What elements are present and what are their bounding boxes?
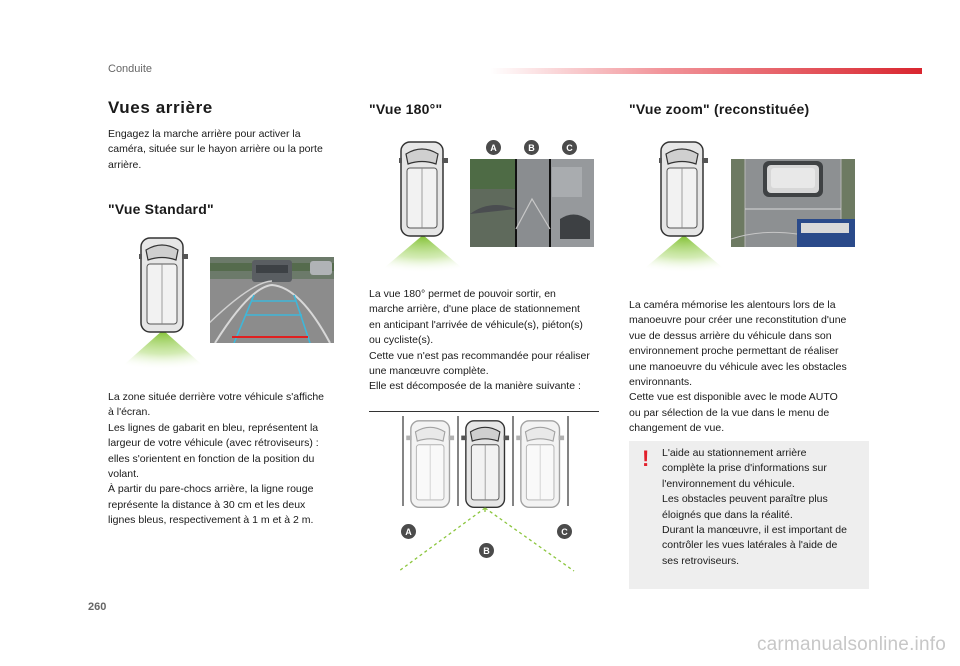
header-accent-bar (490, 68, 922, 74)
diagram-divider (369, 411, 599, 412)
page-title: Vues arrière (108, 98, 213, 117)
camera-field-cone (378, 235, 468, 273)
zoom-view-text: La caméra mémorise les alentours lors de la manoeuvre pour créer une reconstitution d'une vue de dessus arrière du véhicule dans son environnement proche permettant de réaliser une manoeuvre du véhicule avec les obstacles environnants. Cette vue est disponible avec le mode AUTO ou par sélection de la vue dans le menu de changement de vue. (629, 299, 847, 435)
view-180-camera-image (470, 159, 594, 247)
badge-b: B (524, 140, 539, 155)
exclamation-icon: ! (642, 446, 650, 471)
diagram-badge-b: B (479, 543, 494, 558)
diagram-badge-c: C (557, 524, 572, 539)
warning-text: L'aide au stationnement arrière complète la prise d'informations sur l'environnement du véhicule. Les obstacles peuvent paraître plus éloignés que dans la réalité. Durant la manœuvre, il est important de contrôler les vues latérales à l'aide de ses retroviseurs. (662, 447, 847, 567)
intro-text: Engagez la marche arrière pour activer la caméra, située sur le hayon arrière ou la porte arrière. (108, 128, 323, 171)
vehicle-top-view-icon (399, 140, 449, 240)
diagram-badge-a: A (401, 524, 416, 539)
view-180-text: La vue 180° permet de pouvoir sortir, en marche arrière, d'une place de stationnement en anticipant l'arrivée de véhicule(s), piéton(s) ou cycliste(s). Cette vue n'est pas recommandée pour réaliser une manœuvre complète. Elle est décomposée de la manière suivante : (369, 288, 590, 393)
badge-a: A (486, 140, 501, 155)
vehicle-top-view-icon (139, 236, 189, 336)
watermark: carmanualsonline.info (756, 634, 946, 655)
badge-c: C (562, 140, 577, 155)
camera-field-cone (118, 330, 208, 370)
view-180-title: "Vue 180°" (369, 101, 443, 117)
vehicle-top-view-icon (659, 140, 709, 240)
standard-view-title: "Vue Standard" (108, 201, 214, 217)
section-label: Conduite (108, 63, 153, 75)
standard-view-text: La zone située derrière votre véhicule s'affiche à l'écran. Les lignes de gabarit en bleu, représentent la largeur de votre véhicule (avec rétroviseurs) : elles s'orientent en fonction de la position du volant. À partir du pare-chocs arrière, la ligne rouge représente la distance à 30 cm et les deux lignes bleus, respectivement à 1 m et à 2 m. (108, 391, 325, 527)
zoom-camera-image (731, 159, 855, 247)
zoom-view-title: "Vue zoom" (reconstituée) (629, 101, 810, 117)
standard-camera-image (210, 257, 334, 343)
camera-field-cone (639, 235, 729, 273)
page-number: 260 (88, 601, 107, 613)
